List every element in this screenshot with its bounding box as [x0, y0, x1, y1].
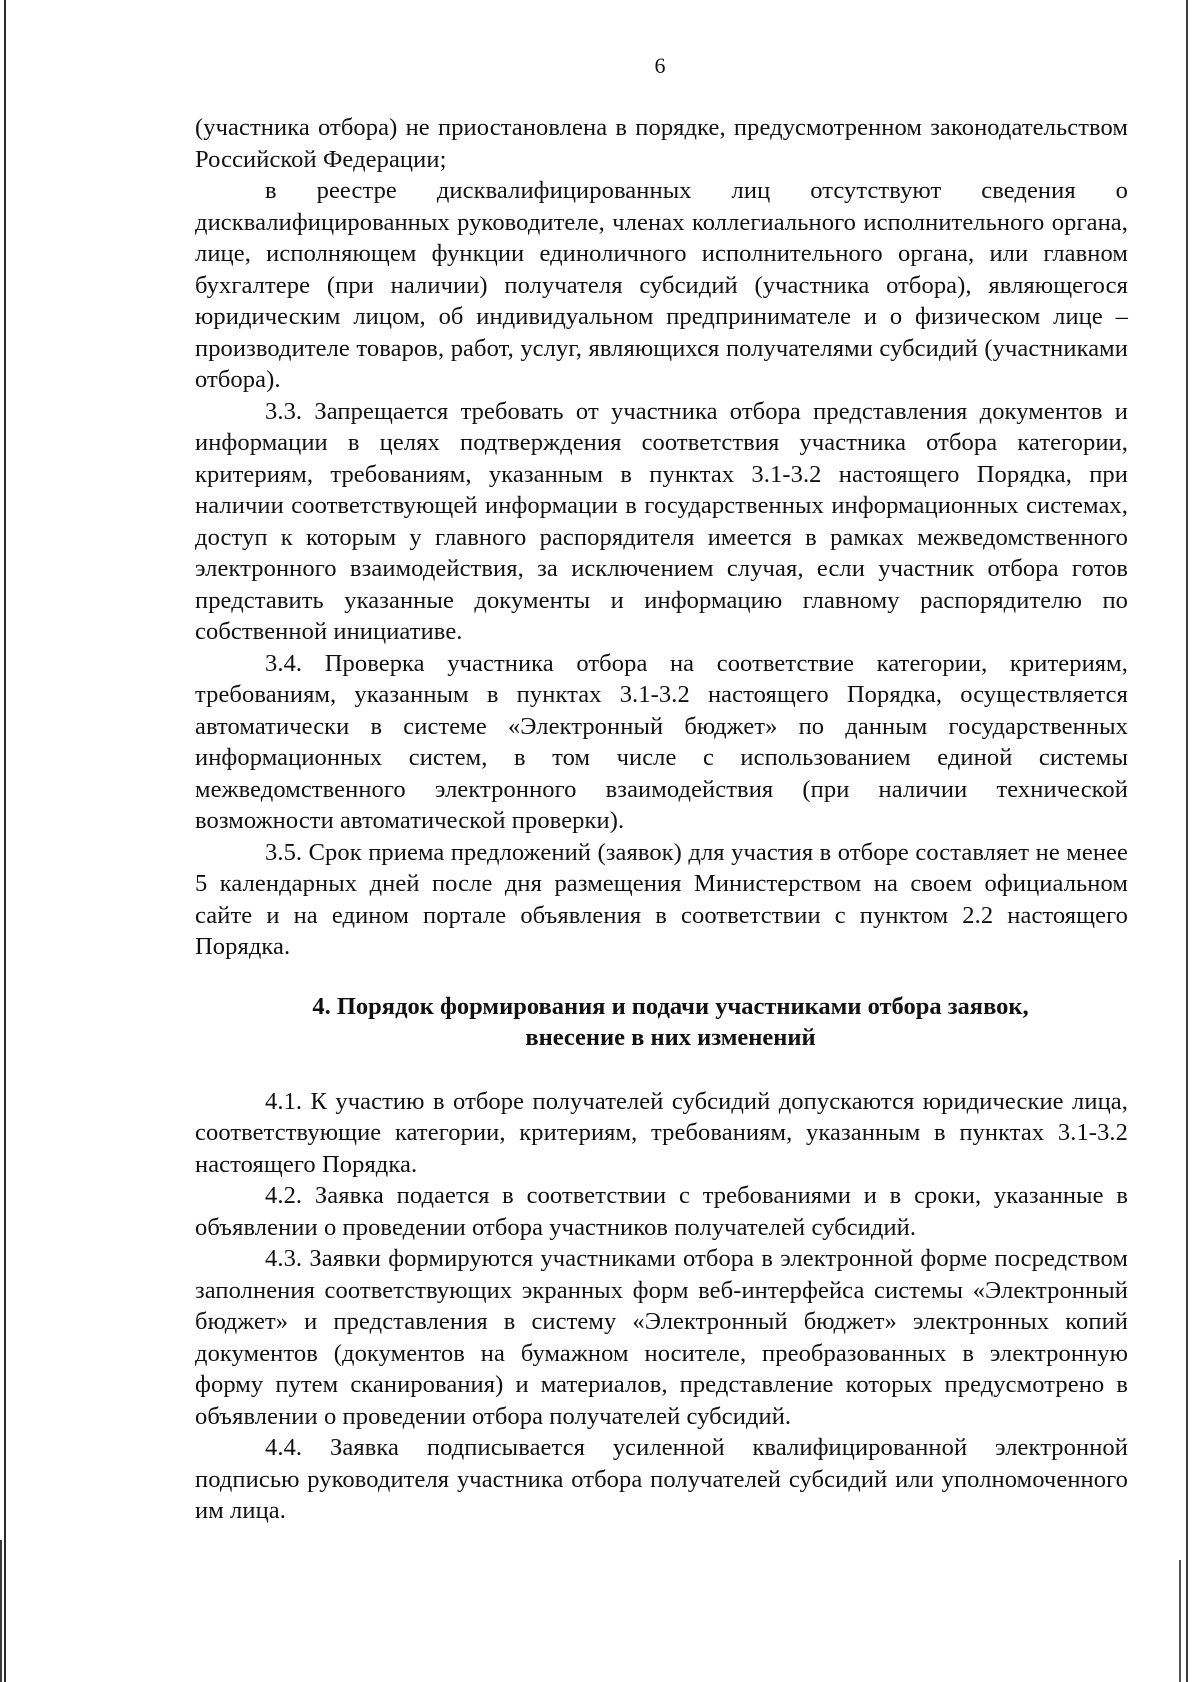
paragraph-top-0: (участника отбора) не приостановлена в порядке, предусмотренном законодательством Российской Федерации;	[195, 114, 1128, 173]
section-heading-line1: 4. Порядок формирования и подачи участниками отбора заявок,	[312, 992, 1029, 1020]
paragraph-3-4: 3.4. Проверка участника отбора на соответствие категории, критериям, требованиям, указанным в пунктах 3.1-3.2 настоящего Порядка, осуществляется автоматически в системе «Электронный бюджет» по данным государственных информационных систем, в том числе с использованием единой системы межведомственного электронного взаимодействия (при наличии технической возможности автоматической проверки).	[195, 649, 1128, 834]
paragraph-3-5: 3.5. Срок приема предложений (заявок) для участия в отборе составляет не менее 5 календарных дней после дня размещения Министерством на своем официальном сайте и на едином портале объявления в соответствии с пунктом 2.2 настоящего Порядка.	[195, 838, 1128, 960]
scan-edge-left	[4, 0, 6, 1682]
paragraph-4-2: 4.2. Заявка подается в соответствии с требованиями и в сроки, указанные в объявлении о проведении отбора участников получателей субсидий.	[195, 1182, 1128, 1241]
scan-edge-right	[1186, 0, 1188, 1682]
paragraph-top-1: в реестре дисквалифицированных лиц отсутствуют сведения о дисквалифицированных руководителе, членах коллегиального исполнительного органа, лице, исполняющем функции единоличного исполнительного органа, или главном бухгалтере (при наличии) получателя субсидий (участника отбора), являющегося юридическим лицом, об индивидуальном предпринимателе и о физическом лице – производителе товаров, работ, услуг, являющихся получателями субсидий (участниками отбора).	[195, 177, 1128, 393]
spacer	[195, 963, 1128, 991]
scan-edge-left-bottom	[0, 1540, 2, 1682]
page-number: 6	[654, 53, 666, 78]
document-body	[195, 112, 1128, 1527]
paragraph-3-3: 3.3. Запрещается требовать от участника отбора представления документов и информации в целях подтверждения соответствия участника отбора категории, критериям, требованиям, указанным в пунктах 3.1-3.2 настоящего Порядка, при наличии соответствующей информации в государственных информационных системах, доступ к которым у главного распорядителя имеется в рамках межведомственного электронного взаимодействия, за исключением случая, если участник отбора готов представить указанные документы и информацию главному распорядителю по собственной инициативе.	[195, 397, 1128, 645]
paragraph-4-1: 4.1. К участию в отборе получателей субсидий допускаются юридические лица, соответствующие категории, критериям, требованиям, указанным в пунктах 3.1-3.2 настоящего Порядка.	[195, 1087, 1128, 1178]
scan-edge-right-inner	[1179, 1560, 1181, 1682]
paragraph-4-3: 4.3. Заявки формируются участниками отбора в электронной форме посредством заполнения соответствующих экранных форм веб-интерфейса системы «Электронный бюджет» и представления в систему «Электронный бюджет» электронных копий документов (документов на бумажном носителе, преобразованных в электронную форму путем сканирования) и материалов, представление которых предусмотрено в объявлении о проведении отбора получателей субсидий.	[195, 1245, 1128, 1430]
section-heading-line2: внесение в них изменений	[525, 1024, 816, 1051]
paragraph-4-4: 4.4. Заявка подписывается усиленной квалифицированной электронной подписью руководителя участника отбора получателей субсидий или уполномоченного им лица.	[195, 1434, 1128, 1524]
spacer	[195, 1054, 1128, 1086]
